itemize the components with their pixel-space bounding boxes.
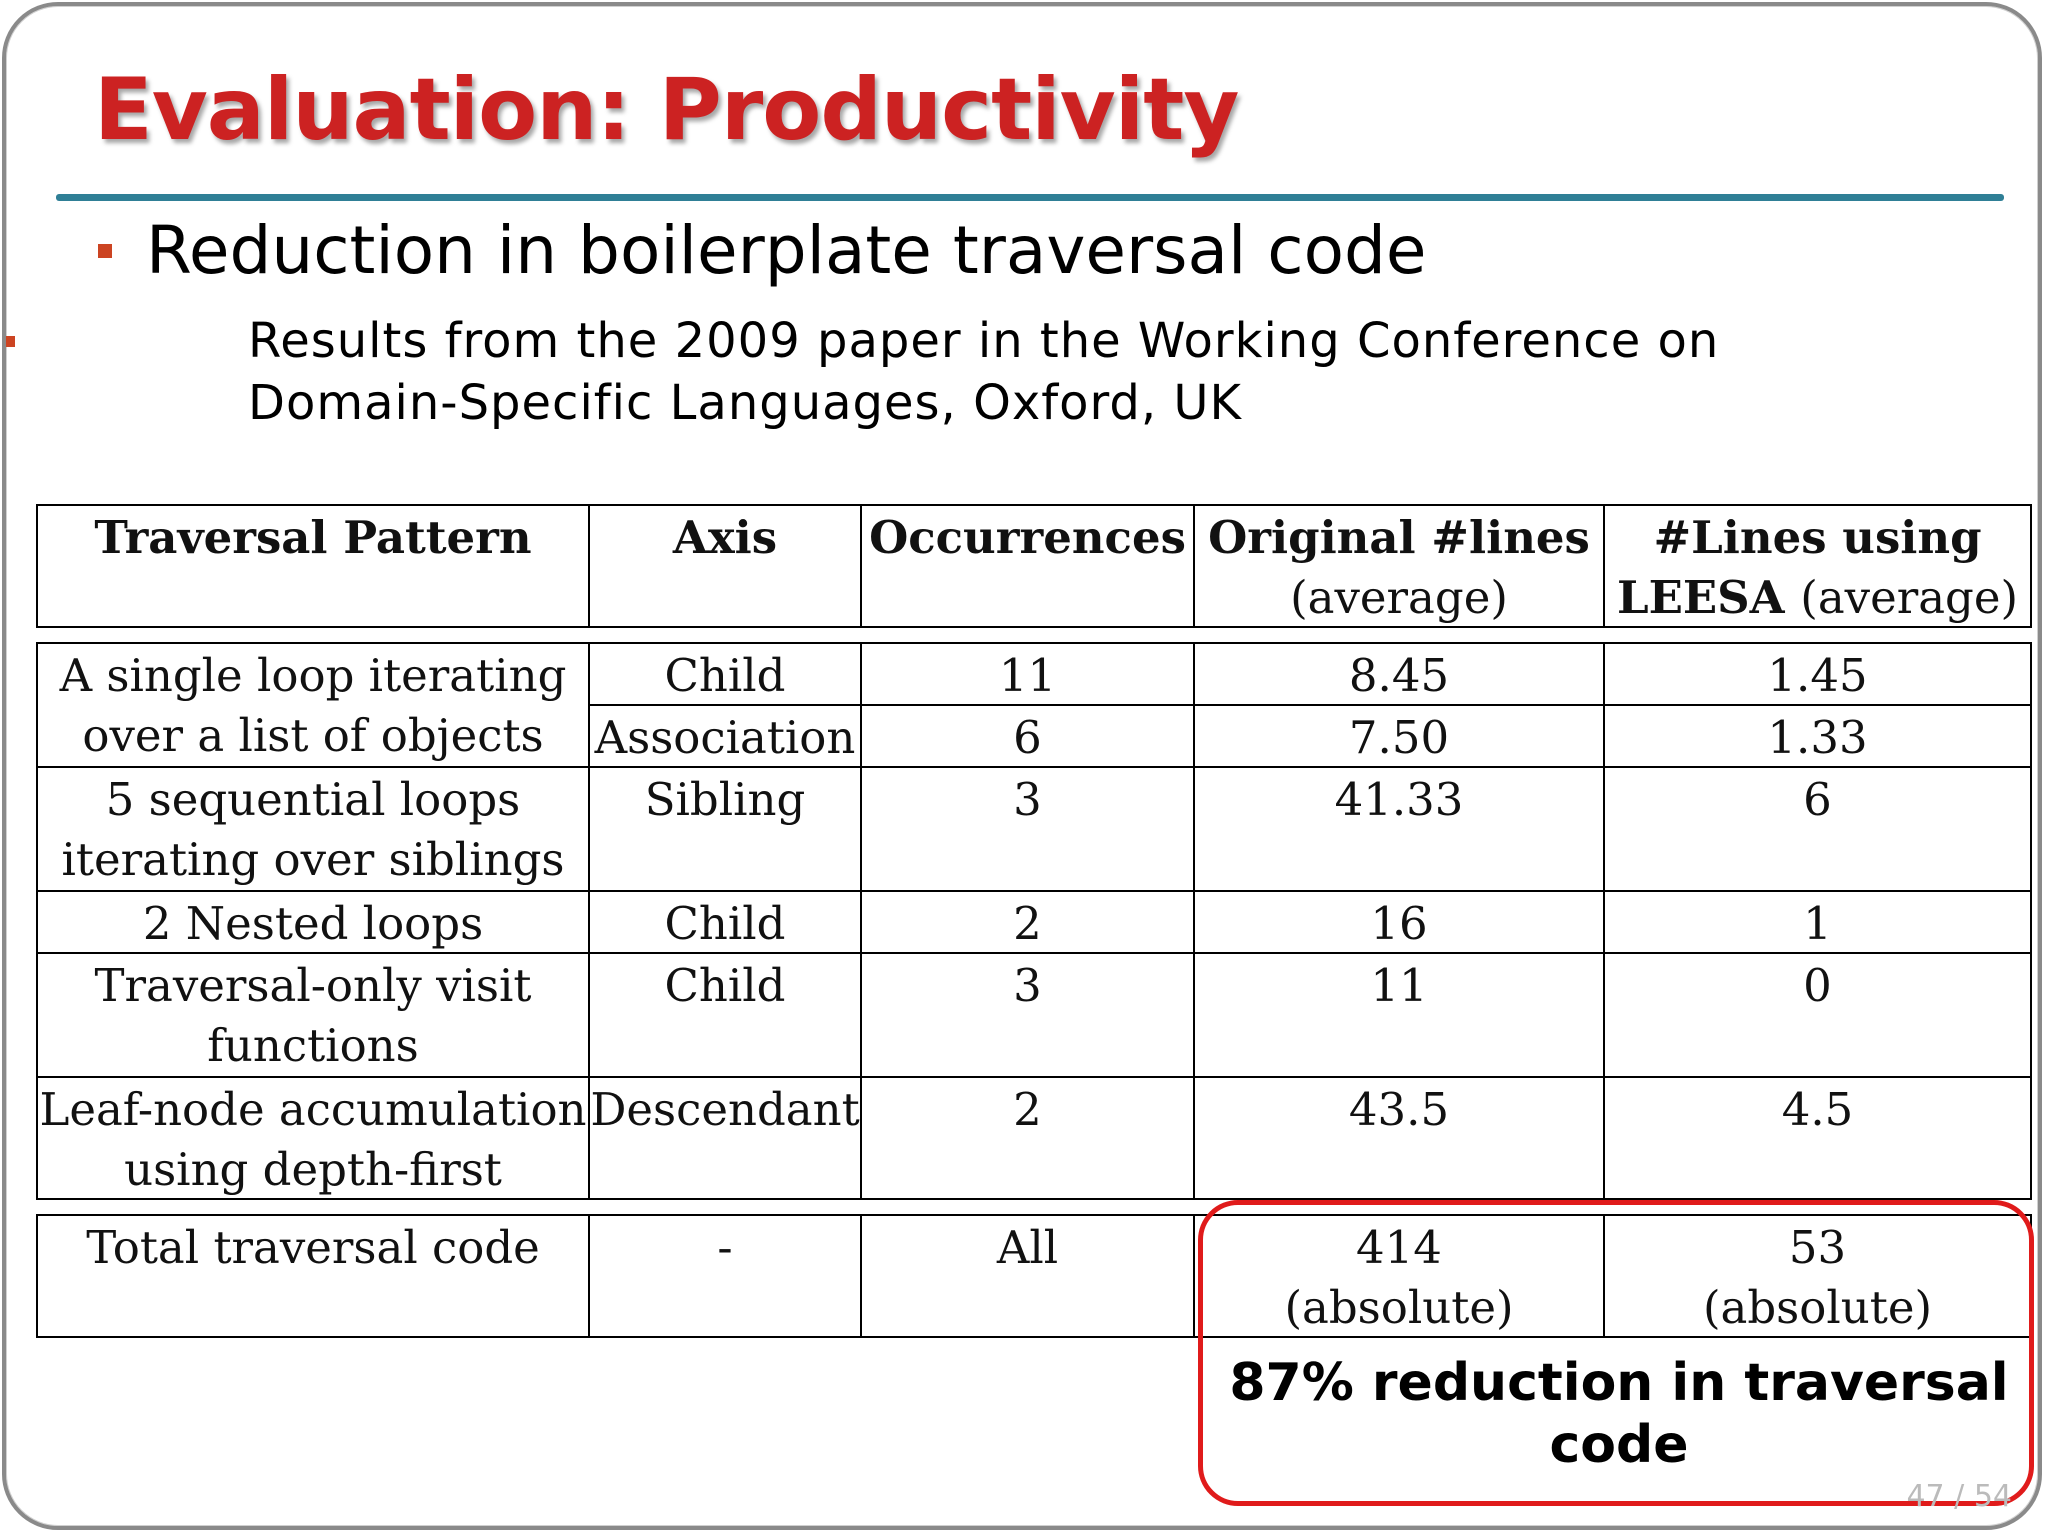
sub-bullet-text: Results from the 2009 paper in the Working Conference on Domain-Specific Languages, Oxford, UK [248,313,1720,431]
table-row [36,1076,2032,1200]
total-axis-cell: - [588,1214,860,1338]
original-cell: 11 [1193,952,1603,1076]
pattern-line: Traversal-only visit [94,959,532,1012]
header-pattern: Traversal Pattern [36,504,588,628]
main-bullet-text: Reduction in boilerplate traversal code [146,212,1427,289]
pattern-cell [36,1076,588,1200]
header-leesa-note: (average) [1800,571,2019,624]
original-cell: 16 [1193,890,1603,952]
page-number: 47 / 54 [1906,1479,2012,1514]
header-axis: Axis [588,504,860,628]
table-row [36,642,2032,704]
header-occurrences: Occurrences [860,504,1193,628]
total-pattern-cell: Total traversal code [36,1214,588,1338]
occurrences-cell: 2 [860,890,1193,952]
leesa-cell: 1.45 [1603,642,2032,704]
header-original [1193,504,1603,628]
leesa-cell: 6 [1603,766,2032,890]
header-leesa-line2 [1605,568,2030,628]
main-bullet [98,212,1426,289]
leesa-cell: 4.5 [1603,1076,2032,1200]
table-row [36,704,2032,766]
header-original-label: Original #lines [1208,511,1590,564]
pattern-line: Leaf-node accumulation [39,1083,587,1136]
occurrences-cell: 6 [860,704,1193,766]
occurrences-cell: 3 [860,952,1193,1076]
original-cell: 43.5 [1193,1076,1603,1200]
axis-cell: Descendant [588,1076,860,1200]
total-leesa-value: 53 [1788,1221,1847,1274]
pattern-cell: A single loop iterating [36,642,588,704]
table-row [36,952,2032,1076]
pattern-line: iterating over siblings [61,833,565,886]
pattern-line: using depth-first [124,1143,502,1196]
header-leesa [1603,504,2032,628]
table-header-row [36,504,2032,628]
pattern-cell [36,766,588,890]
table-row [36,766,2032,890]
original-cell: 7.50 [1193,704,1603,766]
total-occurrences-cell: All [860,1214,1193,1338]
axis-cell: Child [588,952,860,1076]
occurrences-cell: 2 [860,1076,1193,1200]
occurrences-cell: 3 [860,766,1193,890]
square-bullet-icon [4,336,15,347]
leesa-cell: 1.33 [1603,704,2032,766]
reduction-callout: 87% reduction in traversal code [1229,1353,2009,1475]
occurrences-cell: 11 [860,642,1193,704]
axis-cell: Child [588,890,860,952]
square-bullet-icon [98,244,112,258]
header-leesa-label: #Lines using [1653,511,1982,564]
pattern-cell: 2 Nested loops [36,890,588,952]
total-original-value: 414 [1356,1221,1442,1274]
table-row [36,890,2032,952]
axis-cell: Association [588,704,860,766]
pattern-line: 5 sequential loops [105,773,521,826]
axis-cell: Child [588,642,860,704]
sub-bullet [198,310,1798,434]
pattern-line: functions [207,1019,419,1072]
header-original-note: (average) [1290,571,1508,624]
leesa-cell: 0 [1603,952,2032,1076]
original-cell: 8.45 [1193,642,1603,704]
original-cell: 41.33 [1193,766,1603,890]
pattern-cell [36,952,588,1076]
pattern-cell: over a list of objects [36,704,588,766]
total-original-note: (absolute) [1284,1281,1514,1334]
title-divider [56,194,2004,201]
total-leesa-note: (absolute) [1702,1281,1933,1334]
leesa-cell: 1 [1603,890,2032,952]
slide-frame [2,2,2042,1530]
axis-cell: Sibling [588,766,860,890]
slide-title: Evaluation: Productivity [94,60,1239,160]
header-leesa-name: LEESA [1616,571,1785,624]
